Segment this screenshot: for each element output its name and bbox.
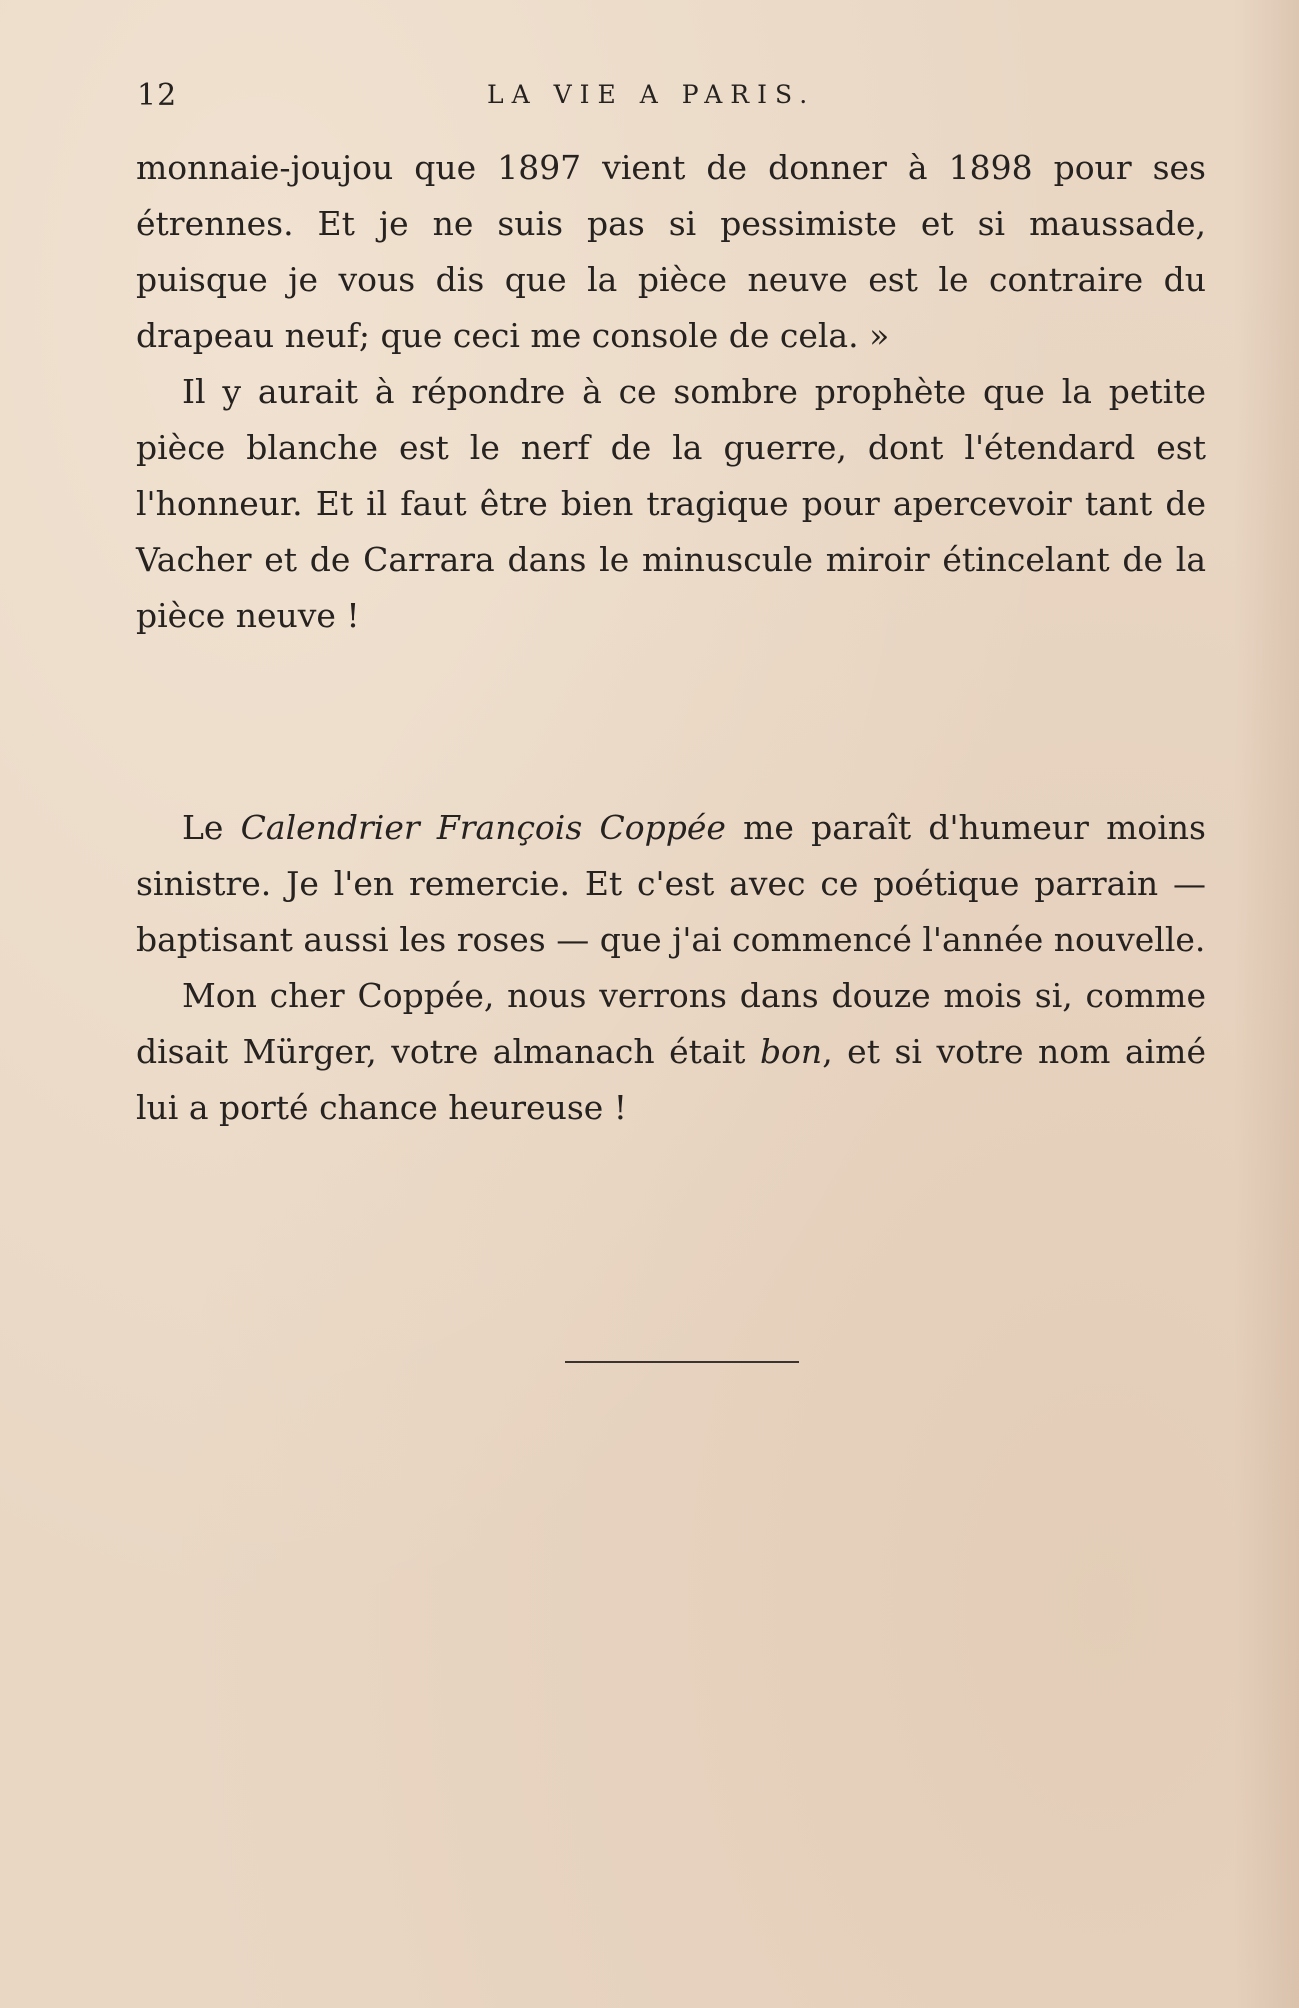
running-title: LA VIE A PARIS. <box>487 80 816 109</box>
page-number: 12 <box>137 78 178 113</box>
text-block-2 <box>136 800 1206 1136</box>
text-span: me paraît d'humeur moins sinistre. Je l'en remercie. Et c'est avec ce poétique parrain — baptisant aussi les roses — que j'ai commencé l'année nouvelle. <box>136 808 1206 959</box>
paragraph-coppee <box>136 968 1206 1136</box>
italic-word: bon <box>759 1032 823 1071</box>
text-block-1 <box>136 140 1206 644</box>
section-end-rule <box>565 1361 799 1363</box>
text-span: , et si votre nom aimé lui a porté chance heureuse ! <box>136 1032 1206 1127</box>
paragraph-prophet: Il y aurait à répondre à ce sombre prophète que la petite pièce blanche est le nerf de la guerre, dont l'étendard est l'honneur. Et il faut être bien tragique pour apercevoir tant de Vacher et de Carrara dans le minuscule miroir étincelant de la pièce neuve ! <box>136 372 1206 635</box>
paragraph-calendrier <box>136 800 1206 968</box>
text-span: Le <box>182 808 241 847</box>
running-head <box>137 78 1207 118</box>
paragraph-continued: monnaie-joujou que 1897 vient de donner à 1898 pour ses étrennes. Et je ne suis pas si pessimiste et si maussade, puisque je vous dis que la pièce neuve est le contraire du drapeau neuf; que ceci me console de cela. » <box>136 148 1206 355</box>
book-title: Calendrier François Coppée <box>240 808 726 847</box>
text-span: Mon cher Coppée, nous verrons dans douze mois si, comme disait Mürger, votre almanach était <box>136 976 1206 1071</box>
